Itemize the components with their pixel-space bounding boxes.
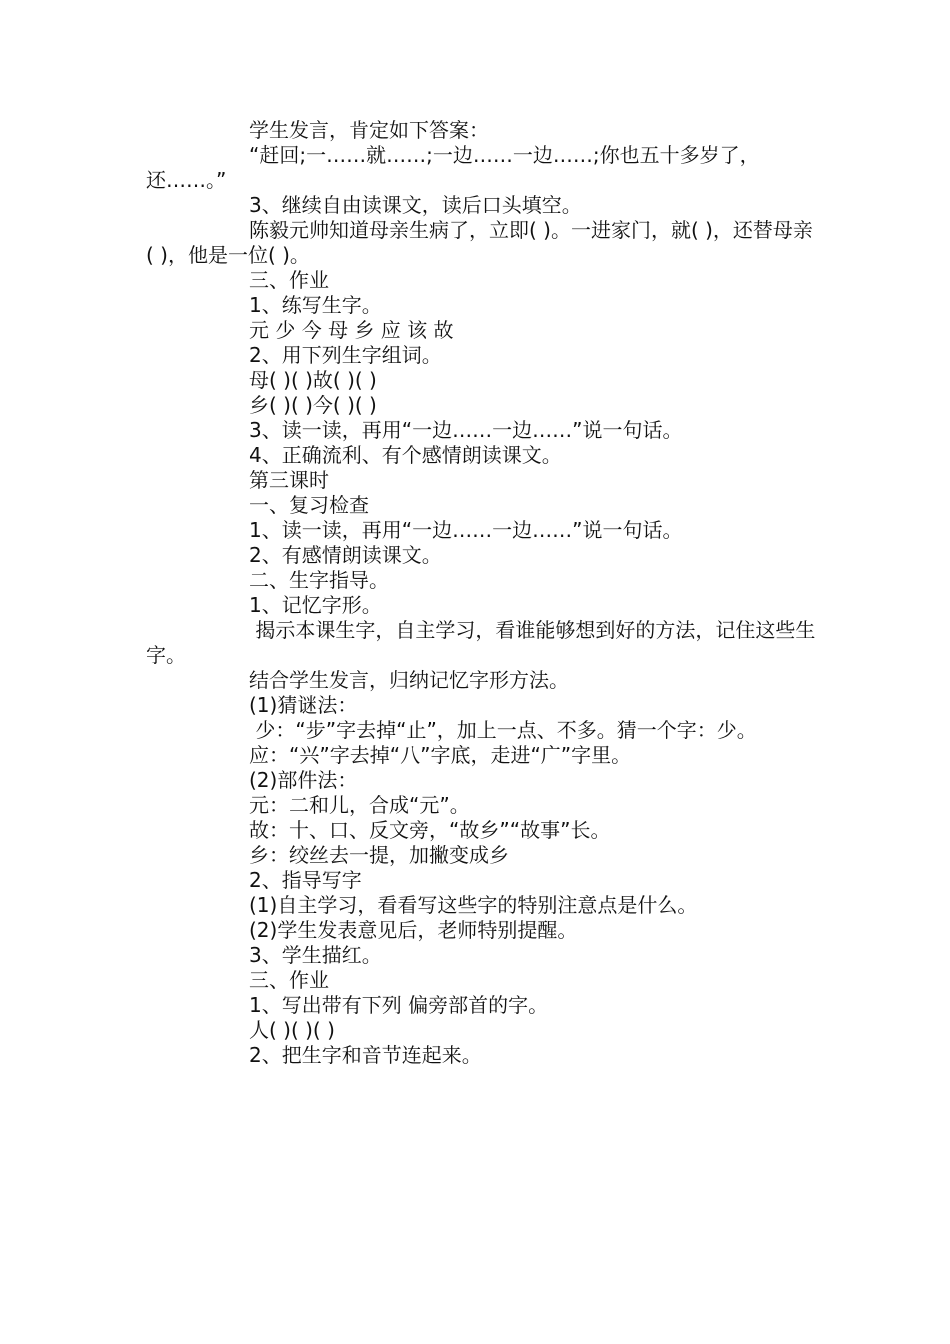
text-line: 2、用下列生字组词。: [249, 343, 442, 367]
text-line: 结合学生发言，归纳记忆字形方法。: [249, 668, 569, 692]
text-line: 少：“步”字去掉“止”，加上一点、不多。猜一个字：少。: [249, 718, 757, 742]
text-line: 元 少 今 母 乡 应 该 故: [249, 318, 454, 342]
text-line: 1、读一读，再用“一边……一边……”说一句话。: [249, 518, 683, 542]
text-line: 3、读一读，再用“一边……一边……”说一句话。: [249, 418, 683, 442]
text-line: (1)自主学习，看看写这些字的特别注意点是什么。: [249, 893, 698, 917]
section-heading: 二、生字指导。: [249, 568, 389, 592]
section-heading: 三、作业: [249, 968, 329, 992]
text-line: 学生发言，肯定如下答案：: [249, 118, 489, 142]
document-body: [146, 118, 818, 1068]
text-line: 2、指导写字: [249, 868, 362, 892]
text-line: 母( )( )故( )( ): [249, 368, 377, 392]
text-line: (2)部件法：: [249, 768, 358, 792]
text-line: 3、学生描红。: [249, 943, 382, 967]
text-line: 3、继续自由读课文，读后口头填空。: [249, 193, 582, 217]
text-line: 应：“兴”字去掉“八”字底，走进“广”字里。: [249, 743, 632, 767]
text-line: 人( )( )( ): [249, 1018, 335, 1042]
text-line: 1、练写生字。: [249, 293, 382, 317]
text-line: 陈毅元帅知道母亲生病了，立即( )。一进家门，就( )，还替母亲( )，他是一位( )。: [146, 218, 813, 267]
text-line: 4、正确流利、有个感情朗读课文。: [249, 443, 562, 467]
text-line: 2、有感情朗读课文。: [249, 543, 442, 567]
text-line: (2)学生发表意见后，老师特别提醒。: [249, 918, 578, 942]
text-line: 2、把生字和音节连起来。: [249, 1043, 482, 1067]
text-line: 元：二和儿，合成“元”。: [249, 793, 470, 817]
section-heading: 一、复习检查: [249, 493, 369, 517]
text-line: 1、写出带有下列 偏旁部首的字。: [249, 993, 549, 1017]
section-heading: 第三课时: [249, 468, 329, 492]
text-line: 故：十、口、反文旁，“故乡”“故事”长。: [249, 818, 611, 842]
section-heading: 三、作业: [249, 268, 329, 292]
text-line: “赶回;一……就……;一边……一边……;你也五十多岁了，还……。”: [146, 143, 760, 192]
text-line: 乡：绞丝去一提，加撇变成乡: [249, 843, 509, 867]
text-line: (1)猜谜法：: [249, 693, 358, 717]
text-line: 1、记忆字形。: [249, 593, 382, 617]
text-line: 揭示本课生字，自主学习，看谁能够想到好的方法，记住这些生字。: [146, 618, 816, 667]
text-line: 乡( )( )今( )( ): [249, 393, 377, 417]
